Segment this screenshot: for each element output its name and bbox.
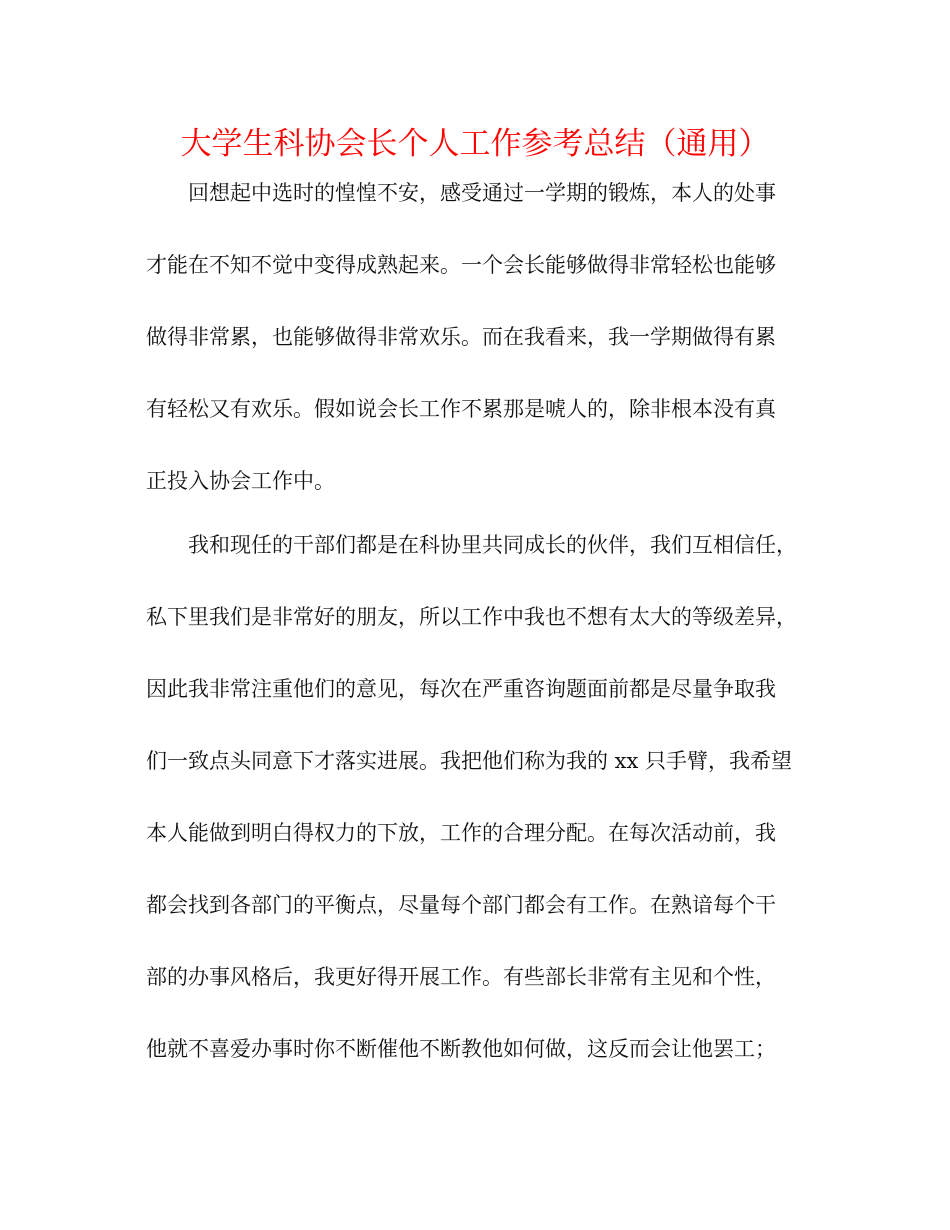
body-line: 回想起中选时的惶惶不安，感受通过一学期的锻炼，本人的处事 <box>146 181 776 205</box>
body-line: 才能在不知不觉中变得成熟起来。一个会长能够做得非常轻松也能够 <box>146 253 776 277</box>
body-line: 私下里我们是非常好的朋友，所以工作中我也不想有太大的等级差异， <box>146 605 797 629</box>
document-title: 大学生科协会长个人工作参考总结（通用） <box>180 126 770 162</box>
body-line: 我和现任的干部们都是在科协里共同成长的伙伴，我们互相信任， <box>146 533 797 557</box>
body-line: 本人能做到明白得权力的下放，工作的合理分配。在每次活动前，我 <box>146 821 776 845</box>
body-line: 有轻松又有欢乐。假如说会长工作不累那是唬人的，除非根本没有真 <box>146 397 776 421</box>
body-line: 们一致点头同意下才落实进展。我把他们称为我的 xx 只手臂，我希望 <box>146 749 793 773</box>
body-line: 正投入协会工作中。 <box>146 469 335 493</box>
body-line: 因此我非常注重他们的意见，每次在严重咨询题面前都是尽量争取我 <box>146 677 776 701</box>
body-line: 他就不喜爱办事时你不断催他不断教他如何做，这反而会让他罢工； <box>146 1037 776 1061</box>
body-line: 做得非常累，也能够做得非常欢乐。而在我看来，我一学期做得有累 <box>146 325 776 349</box>
body-line: 部的办事风格后，我更好得开展工作。有些部长非常有主见和个性， <box>146 965 776 989</box>
body-line: 都会找到各部门的平衡点，尽量每个部门都会有工作。在熟谙每个干 <box>146 893 776 917</box>
